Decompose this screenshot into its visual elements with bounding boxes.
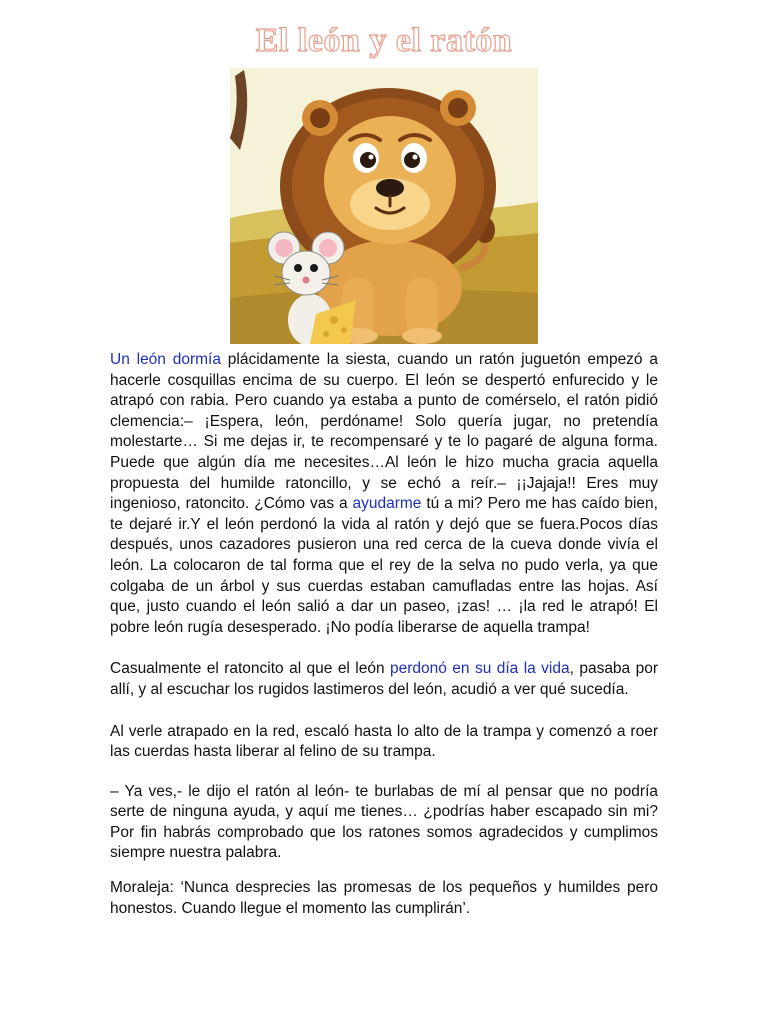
highlight-link-un-leon-dormia[interactable]: Un león dormía [110, 351, 221, 368]
story-paragraph-2 [110, 659, 658, 700]
story-paragraph-3: Al verle atrapado en la red, escaló hasta lo alto de la trampa y comenzó a roer las cuerdas hasta liberar al felino de su trampa. [110, 722, 658, 761]
moraleja-paragraph: Moraleja: ‘Nunca desprecies las promesas de los pequeños y humildes pero honestos. Cuando llegue el momento las cumplirán’. [110, 879, 658, 917]
paragraph-text: Casualmente el ratoncito al que el león [110, 660, 391, 678]
story-paragraph-4: – Ya ves,- le dijo el ratón al león- te burlabas de mí al pensar que no podría serte de ninguna ayuda, y aquí me tienes… ¿podrías haber escapado sin mi? Por fin habrás comprobado que los ratones somos agradecidos y cumplimos siempre nuestra palabra. [110, 782, 658, 862]
story-paragraph-1 [110, 350, 658, 638]
paragraph-text: plácidamente la siesta, cuando un ratón juguetón empezó a hacerle cosquillas encima de su cuerpo. El león se despertó enfurecido y le atrapó con rabia. Pero cuando ya estaba a punto de comérselo, el ratón pidió clemencia:– ¡Espera, león, perdóname! Solo quería jugar, no pretendía molestarte… Si me dejas ir, te recompensaré y te lo pagaré de alguna forma. Puede que algún día me necesites…Al león le hizo mucha gracia aquella propuesta del humilde ratoncillo, y se echó a reír.– ¡¡Jajaja!! Eres muy ingenioso, ratoncito. ¿Cómo vas a [110, 351, 658, 513]
highlight-link-ayudarme[interactable]: ayudarme [352, 495, 422, 513]
lion-and-mouse-illustration [230, 68, 538, 344]
highlight-link-perdono[interactable]: perdonó en su día la vida [390, 660, 570, 678]
story-text [110, 350, 658, 919]
page-title: El león y el ratón [255, 22, 513, 59]
paragraph-text: , pasaba por allí, y al escuchar los rugidos lastimeros del león, acudió a ver qué sucedía. [110, 660, 658, 698]
paragraph-text: tú a mi? Pero me has caído bien, te dejaré ir.Y el león perdonó la vida al ratón y dejó que se fuera.Pocos días después, unos cazadores pusieron una red cerca de la cueva donde vivía el león. La colocaron de tal forma que el rey de la selva no pudo verla, ya que colgaba de un árbol y sus cuerdas estaban camufladas entre las hojas. Así que, justo cuando el león salió a dar un paseo, ¡zas! … ¡la red le atrapó! El pobre león rugía desesperado. ¡No podía liberarse de aquella trampa! [110, 495, 658, 636]
